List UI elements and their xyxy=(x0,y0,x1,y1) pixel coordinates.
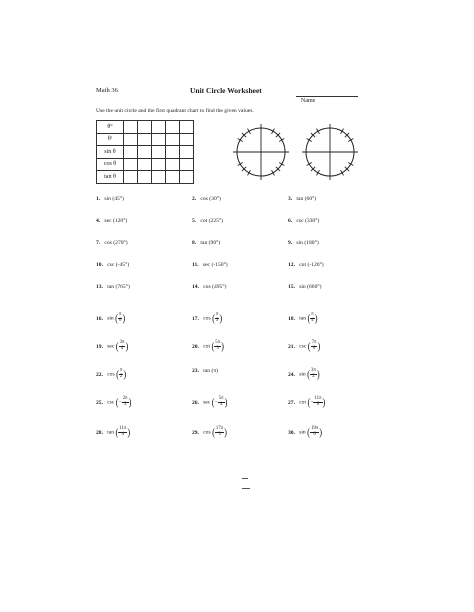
problem-number: 12. xyxy=(288,262,295,268)
problem-number: 22. xyxy=(96,371,103,378)
chart-cell[interactable] xyxy=(152,133,166,146)
trig-function: tan xyxy=(200,240,208,246)
trig-function: cot xyxy=(203,343,211,350)
chart-row xyxy=(97,158,194,171)
angle-tick xyxy=(248,170,251,175)
paren-close: ) xyxy=(322,395,326,409)
paren-open: ( xyxy=(115,425,119,439)
paren-open: ( xyxy=(211,339,215,353)
fraction-denominator: 2 xyxy=(312,373,315,379)
trig-function: sec xyxy=(104,218,112,224)
chart-row-label: cos θ xyxy=(97,158,124,171)
paren-open: ( xyxy=(307,339,311,353)
problem-item xyxy=(288,241,319,247)
problem-number: 11. xyxy=(192,262,199,268)
problem-item xyxy=(192,341,224,352)
fraction-denominator: 6 xyxy=(312,345,316,351)
chart-cell[interactable] xyxy=(166,171,180,184)
fraction-numerator: 3π xyxy=(310,368,316,373)
fraction-denominator: 3 xyxy=(216,345,219,351)
trig-function: csc xyxy=(107,262,115,268)
angle-fraction xyxy=(310,369,317,380)
angle-tick xyxy=(272,170,275,175)
paren-close: ) xyxy=(319,425,323,439)
problem-number: 29. xyxy=(192,429,199,436)
angle-tick xyxy=(341,129,344,134)
paren-open: ( xyxy=(211,395,215,409)
chart-cell[interactable] xyxy=(124,121,138,134)
fraction-denominator: 6 xyxy=(316,401,320,407)
problem-number: 30. xyxy=(288,429,295,436)
paren-close: ) xyxy=(127,425,131,439)
trig-function: tan xyxy=(296,196,304,202)
problem-number: 19. xyxy=(96,343,103,350)
negative-sign: − xyxy=(214,399,218,406)
paren-close: ) xyxy=(122,311,126,325)
problem-item xyxy=(288,341,320,352)
problem-item xyxy=(288,369,320,380)
trig-function: cos xyxy=(203,429,211,436)
fraction-numerator: 7π xyxy=(311,340,317,345)
paren-close: ) xyxy=(316,367,320,381)
problem-number: 25. xyxy=(96,399,103,406)
angle-tick xyxy=(248,129,251,134)
trig-function: sec xyxy=(107,343,115,350)
angle-tick xyxy=(272,129,275,134)
problem-number: 8. xyxy=(192,240,197,246)
problem-item xyxy=(96,197,124,203)
paren-open: ( xyxy=(116,367,119,381)
fraction-numerator: 19π xyxy=(310,426,319,431)
fraction-denominator: 2 xyxy=(119,373,123,379)
problem-number: 5. xyxy=(192,218,197,224)
fraction-numerator: 5π xyxy=(218,396,224,401)
trig-function: cos xyxy=(203,284,211,290)
angle-fraction xyxy=(122,397,129,408)
problem-item xyxy=(192,313,222,324)
problem-number: 13. xyxy=(96,284,103,290)
problem-item xyxy=(96,369,126,380)
paren-close: ) xyxy=(221,339,224,353)
problem-number: 9. xyxy=(288,240,293,246)
trig-function: csc xyxy=(299,343,307,350)
angle-fraction xyxy=(218,397,225,408)
problem-item xyxy=(192,219,223,225)
problem-number: 14. xyxy=(192,284,199,290)
chart-cell[interactable] xyxy=(180,133,194,146)
name-label: Name xyxy=(301,98,316,104)
angle-fraction xyxy=(214,341,221,352)
fraction-denominator: 3 xyxy=(123,401,127,407)
fraction-numerator: π xyxy=(215,312,219,317)
angle-argument: (270°) xyxy=(113,240,128,246)
course-label: Math 36 xyxy=(96,87,118,94)
problem-number: 10. xyxy=(96,262,103,268)
paren-close: ) xyxy=(224,425,227,439)
chart-cell[interactable] xyxy=(138,133,152,146)
fraction-denominator: 4 xyxy=(121,431,125,437)
angle-argument: (30°) xyxy=(209,196,221,202)
paren-open: ( xyxy=(212,311,215,325)
angle-tick xyxy=(279,163,284,166)
angle-argument: (765°) xyxy=(115,284,130,290)
trig-function: cos xyxy=(104,240,112,246)
angle-argument: (45°) xyxy=(112,196,124,202)
angle-fraction xyxy=(311,339,321,353)
chart-cell[interactable] xyxy=(152,121,166,134)
problem-item xyxy=(288,313,318,324)
problem-number: 28. xyxy=(96,429,103,436)
chart-row-label: θʳ xyxy=(97,133,124,146)
trig-function: cot xyxy=(200,218,208,224)
chart-cell[interactable] xyxy=(180,121,194,134)
paren-close: ) xyxy=(123,367,127,381)
angle-argument: (330°) xyxy=(304,218,320,224)
fraction-denominator: 4 xyxy=(311,317,314,323)
problem-item xyxy=(192,263,228,269)
angle-tick xyxy=(279,139,284,142)
angle-argument: (120°) xyxy=(112,218,128,224)
trig-function: cot xyxy=(299,399,307,406)
problem-item xyxy=(96,241,128,247)
problem-number: 7. xyxy=(96,240,101,246)
problem-number: 23. xyxy=(192,368,199,374)
paren-open: ( xyxy=(307,367,310,381)
fraction-numerator: 3π xyxy=(119,340,125,345)
trig-function: cos xyxy=(107,371,115,378)
problem-item xyxy=(96,397,131,408)
chart-cell[interactable] xyxy=(180,171,194,184)
chart-row-label: tan θ xyxy=(97,171,124,184)
problem-number: 18. xyxy=(288,315,295,322)
trig-function: cos xyxy=(203,315,211,322)
chart-cell[interactable] xyxy=(166,121,180,134)
angle-argument: (60°) xyxy=(304,196,317,202)
chart-cell[interactable] xyxy=(166,158,180,171)
problem-number: 17. xyxy=(192,315,199,322)
angle-tick xyxy=(348,163,353,166)
problem-number: 26. xyxy=(192,399,199,406)
problem-item xyxy=(288,427,322,438)
chart-row xyxy=(97,171,194,184)
angle-tick xyxy=(238,163,243,166)
trig-function: sin xyxy=(107,315,114,322)
trig-function: cot xyxy=(299,262,307,268)
problem-number: 1. xyxy=(96,196,101,202)
trig-function: tan xyxy=(107,284,115,290)
paren-open: ( xyxy=(212,425,215,439)
angle-tick xyxy=(341,170,344,175)
angle-argument: (225°) xyxy=(208,218,224,224)
fraction-denominator: 4 xyxy=(219,401,223,407)
problem-item xyxy=(288,285,322,291)
trig-function: sin xyxy=(104,196,111,202)
problem-number: 6. xyxy=(288,218,293,224)
problem-item xyxy=(192,285,226,291)
trig-function: csc xyxy=(296,218,304,224)
problem-number: 16. xyxy=(96,315,103,322)
unit-circle-diagram-left xyxy=(229,120,293,184)
first-quadrant-chart xyxy=(96,120,194,184)
trig-function: sec xyxy=(202,262,211,268)
problem-number: 2. xyxy=(192,196,197,202)
fraction-denominator: 6 xyxy=(313,431,316,437)
problem-number: 27. xyxy=(288,399,295,406)
chart-cell[interactable] xyxy=(152,158,166,171)
problem-item xyxy=(96,341,128,352)
chart-row xyxy=(97,146,194,159)
problem-item xyxy=(288,197,316,203)
chart-cell[interactable] xyxy=(138,158,152,171)
problem-number: 24. xyxy=(288,371,295,378)
angle-fraction xyxy=(313,397,322,408)
chart-cell[interactable] xyxy=(124,158,138,171)
negative-sign: − xyxy=(118,399,122,406)
angle-tick xyxy=(307,163,312,166)
name-line xyxy=(296,96,358,97)
angle-tick xyxy=(348,139,353,142)
chart-cell[interactable] xyxy=(180,158,194,171)
chart-cell[interactable] xyxy=(152,146,166,159)
paren-close: ) xyxy=(125,339,129,353)
trig-function: tan xyxy=(203,368,211,374)
angle-argument: (180°) xyxy=(304,240,319,246)
paren-close: ) xyxy=(314,311,318,325)
angle-argument: (-45°) xyxy=(115,262,130,268)
angle-tick xyxy=(238,139,243,142)
problem-item xyxy=(192,369,218,375)
chart-cell[interactable] xyxy=(124,146,138,159)
paren-open: ( xyxy=(307,311,311,325)
chart-cell[interactable] xyxy=(124,171,138,184)
chart-row-label: θ° xyxy=(97,121,124,134)
instructions: Use the unit circle and the first quadrant chart to find the given values. xyxy=(96,108,254,114)
paren-close: ) xyxy=(224,395,228,409)
trig-function: tan xyxy=(299,315,307,322)
fraction-numerator: 5π xyxy=(215,340,221,345)
chart-cell[interactable] xyxy=(138,171,152,184)
fraction-denominator: 4 xyxy=(120,345,124,351)
chart-row xyxy=(97,133,194,146)
fraction-denominator: 3 xyxy=(215,317,219,323)
fraction-numerator: π xyxy=(119,368,123,373)
problem-number: 15. xyxy=(288,284,295,290)
negative-sign: − xyxy=(310,399,314,406)
problem-number: 4. xyxy=(96,218,101,224)
trig-function: cos xyxy=(200,196,208,202)
chart-row-label: sin θ xyxy=(97,146,124,159)
chart-cell[interactable] xyxy=(124,133,138,146)
angle-argument: (-120°) xyxy=(307,262,324,268)
fraction-numerator: π xyxy=(118,312,122,317)
fraction-denominator: 3 xyxy=(218,431,221,437)
scan-speck xyxy=(242,478,248,479)
problem-item xyxy=(288,397,325,408)
chart-cell[interactable] xyxy=(138,146,152,159)
chart-cell[interactable] xyxy=(138,121,152,134)
chart-row xyxy=(97,121,194,134)
angle-argument: (90°) xyxy=(208,240,221,246)
fraction-numerator: 11π xyxy=(119,426,127,431)
problem-item xyxy=(96,285,130,291)
problem-item xyxy=(96,219,127,225)
page-title: Unit Circle Worksheet xyxy=(190,86,262,95)
problem-item xyxy=(288,263,324,269)
paren-open: ( xyxy=(115,395,119,409)
angle-argument: (π) xyxy=(211,368,219,374)
problem-number: 21. xyxy=(288,343,295,350)
chart-cell[interactable] xyxy=(152,171,166,184)
paren-close: ) xyxy=(128,395,132,409)
fraction-denominator: 6 xyxy=(118,317,122,323)
chart-cell[interactable] xyxy=(166,146,180,159)
scan-speck xyxy=(242,488,250,489)
fraction-numerator: 11π xyxy=(314,396,322,401)
fraction-numerator: 17π xyxy=(215,426,224,431)
problem-item xyxy=(192,241,220,247)
chart-cell[interactable] xyxy=(166,133,180,146)
trig-function: sin xyxy=(296,240,303,246)
angle-argument: (-150°) xyxy=(211,262,228,268)
paren-open: ( xyxy=(307,425,310,439)
problem-item xyxy=(192,197,221,203)
problem-item xyxy=(96,427,130,438)
fraction-numerator: 2π xyxy=(122,396,128,401)
problem-number: 3. xyxy=(288,196,293,202)
angle-fraction xyxy=(119,339,129,353)
trig-function: tan xyxy=(107,429,115,436)
problem-item xyxy=(96,263,129,269)
trig-function: sin xyxy=(299,371,306,378)
problem-item xyxy=(96,313,125,324)
chart-cell[interactable] xyxy=(180,146,194,159)
problem-item xyxy=(192,397,227,408)
fraction-numerator: π xyxy=(311,312,314,317)
paren-close: ) xyxy=(219,311,223,325)
paren-open: ( xyxy=(115,339,119,353)
unit-circle-diagram-right xyxy=(298,120,362,184)
angle-fraction xyxy=(118,427,127,438)
angle-tick xyxy=(307,139,312,142)
problem-item xyxy=(192,427,227,438)
trig-function: sin xyxy=(299,429,306,436)
angle-tick xyxy=(317,129,320,134)
paren-open: ( xyxy=(115,311,118,325)
angle-argument: (495°) xyxy=(212,284,227,290)
angle-fraction xyxy=(215,427,224,438)
paren-open: ( xyxy=(307,395,311,409)
trig-function: sin xyxy=(299,284,306,290)
problem-item xyxy=(288,219,319,225)
trig-function: csc xyxy=(107,399,115,406)
problem-number: 20. xyxy=(192,343,199,350)
trig-function: sec xyxy=(203,399,211,406)
angle-fraction xyxy=(310,427,319,438)
angle-tick xyxy=(317,170,320,175)
paren-close: ) xyxy=(317,339,321,353)
angle-argument: (660°) xyxy=(307,284,322,290)
